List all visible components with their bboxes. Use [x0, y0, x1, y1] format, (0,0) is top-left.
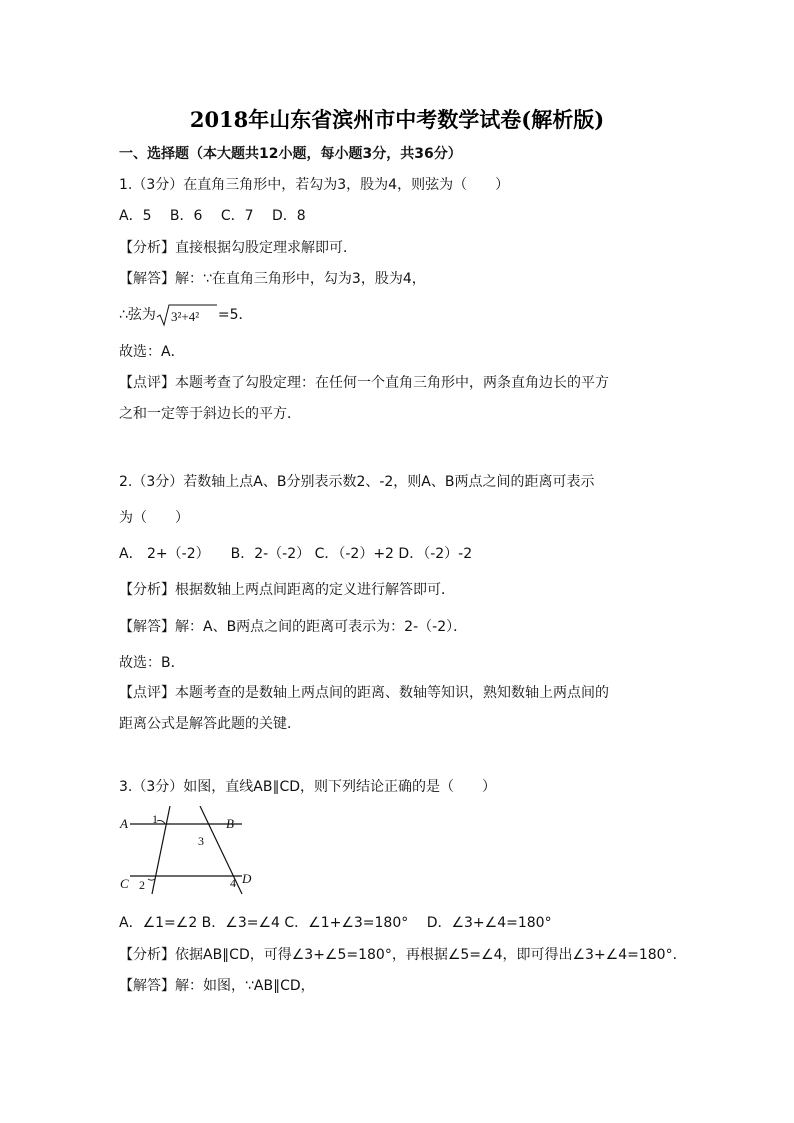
q3-options: A．∠1=∠2 B．∠3=∠4 C．∠1+∠3=180° D．∠3+∠4=180°: [119, 915, 552, 931]
radicand: 3²+4²: [170, 309, 200, 324]
q1-formula: [119, 303, 253, 327]
parallel-lines-figure: [118, 806, 258, 896]
analysis-tag: 【分析】: [119, 947, 175, 963]
analysis-tag: 【分析】: [119, 582, 175, 598]
angle-4: 4: [230, 876, 236, 890]
solution-tag: 【解答】: [119, 619, 175, 635]
angle-1: 1: [152, 812, 158, 826]
analysis-text: 直接根据勾股定理求解即可．: [175, 240, 357, 256]
label-c: C: [120, 876, 129, 891]
q2-analysis: [119, 580, 455, 600]
section-heading: 一、选择题（本大题共12小题，每小题3分，共36分）: [119, 146, 462, 162]
analysis-text: 根据数轴上两点间距离的定义进行解答即可．: [175, 582, 455, 598]
solution-text: 解：A、B两点之间的距离可表示为：2-（-2）．: [175, 619, 468, 635]
q2-stem-cont: 为（ ）: [119, 510, 189, 526]
solution-tag: 【解答】: [119, 978, 175, 994]
q1-stem: 1.（3分）在直角三角形中，若勾为3，股为4，则弦为（ ）: [119, 177, 510, 193]
q2-comment-cont: 距离公式是解答此题的关键．: [119, 716, 301, 732]
solution-text: 解：如图，∵AB∥CD，: [175, 978, 315, 994]
comment-text: 本题考查了勾股定理：在任何一个直角三角形中，两条直角边长的平方: [175, 375, 609, 391]
label-d: D: [242, 871, 252, 886]
formula-prefix: ∴弦为: [119, 307, 156, 323]
q1-options: A．5 B．6 C．7 D．8: [119, 208, 306, 224]
solution-tag: 【解答】: [119, 271, 175, 287]
solution-text: 解：∵在直角三角形中，勾为3，股为4，: [175, 271, 426, 287]
q3-solution: [119, 976, 315, 996]
q2-options: A． 2+（-2） B．2-（-2） C．（-2）+2 D．（-2）-2: [119, 546, 473, 562]
comment-text: 本题考查的是数轴上两点间的距离、数轴等知识，熟知数轴上两点间的: [175, 685, 609, 701]
q1-solution: [119, 269, 426, 289]
angle-2: 2: [139, 878, 145, 892]
label-a: A: [120, 816, 128, 831]
angle-3: 3: [198, 834, 204, 848]
analysis-text: 依据AB∥CD，可得∠3+∠5=180°，再根据∠5=∠4，即可得出∠3+∠4=180°．: [175, 947, 687, 963]
q1-comment: [119, 373, 609, 393]
q2-stem: 2.（3分）若数轴上点A、B分别表示数2、-2，则A、B两点之间的距离可表示: [119, 474, 595, 490]
q3-stem: 3.（3分）如图，直线AB∥CD，则下列结论正确的是（ ）: [119, 779, 497, 795]
label-b: B: [226, 816, 234, 831]
q1-comment-cont: 之和一定等于斜边长的平方．: [119, 406, 301, 422]
q2-comment: [119, 683, 609, 703]
q3-analysis: [119, 945, 687, 965]
q1-analysis: [119, 238, 357, 258]
formula-suffix: =5．: [217, 307, 253, 323]
page-title: 2018年山东省滨州市中考数学试卷(解析版): [189, 107, 605, 132]
q1-choose: 故选：A．: [119, 344, 185, 360]
comment-tag: 【点评】: [119, 685, 175, 701]
analysis-tag: 【分析】: [119, 240, 175, 256]
sqrt-sign: [156, 303, 218, 327]
q2-choose: 故选：B．: [119, 655, 185, 671]
comment-tag: 【点评】: [119, 375, 175, 391]
q2-solution: [119, 617, 467, 637]
